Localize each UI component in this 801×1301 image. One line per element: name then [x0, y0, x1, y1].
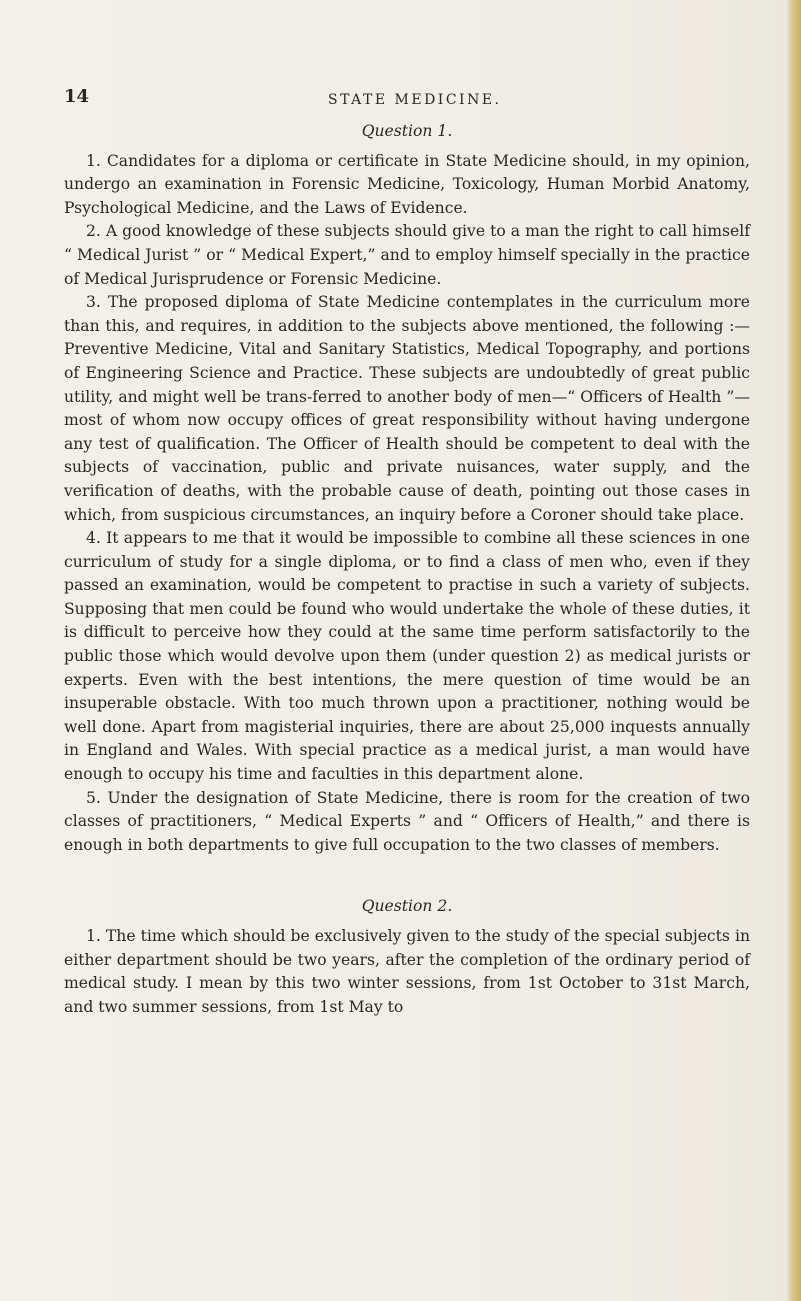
paragraph: 4. It appears to me that it would be impossible to combine all these sciences in one curriculum of study for a single diploma, or to find a class of men who, even if they passed an examination, would be competent to practise in such a variety of subjects. Supposing that men could be found who would undertake the whole of these duties, it is difficult to perceive how they could at the same time perform satisfactorily to the public those which would devolve upon them (under question 2) as medical jurists or experts. Even with the best intentions, the mere question of time would be an insuperable obstacle. With too much thrown upon a practitioner, nothing would be well done. Apart from magisterial inquiries, there are about 25,000 inquests annually in England and Wales. With special practice as a medical jurist, a man would have enough to occupy his time and faculties in this department alone. [64, 529, 750, 784]
section-gap [64, 857, 750, 895]
page-edge [787, 0, 801, 1301]
page-number: 14 [64, 86, 90, 107]
paragraph: 3. The proposed diploma of State Medicine contemplates in the curriculum more than this, and requires, in addition to the subjects above mentioned, the following :—Preventive Medicine, Vital and Sanitary Statistics, Medical Topography, and portions of Engineering Science and Practice. These subjects are undoubtedly of great public utility, and might well be trans-ferred to another body of men—“ Officers of Health ”—most of whom now occupy offices of great responsibility without having undergone any test of qualification. The Officer of Health should be competent to deal with the subjects of vaccination, public and private nuisances, water supply, and the verification of deaths, with the probable cause of death, pointing out those cases in which, from suspicious circumstances, an inquiry before a Coroner should take place. [64, 293, 750, 524]
paragraph: 1. Candidates for a diploma or certificate in State Medicine should, in my opinion, undergo an examination in Forensic Medicine, Toxicology, Human Morbid Anatomy, Psychological Medicine, and the Laws of Evidence. [64, 151, 750, 217]
paragraph: 1. The time which should be exclusively given to the study of the special subjects in either department should be two years, after the completion of the ordinary period of medical study. I mean by this two winter sessions, from 1st October to 31st March, and two summer sessions, from 1st May to [64, 927, 750, 1016]
section-heading: Question 2. [361, 897, 453, 916]
running-title: STATE MEDICINE. [328, 92, 502, 108]
paragraph: 2. A good knowledge of these subjects should give to a man the right to call himself “ Medical Jurist ” or “ Medical Expert,” and to employ himself specially in the practice of Medical Jurisprudence or Forensic Medicine. [64, 222, 750, 288]
section-heading: Question 1. [361, 122, 453, 140]
body-text [64, 120, 750, 1019]
paragraph: 5. Under the designation of State Medicine, there is room for the creation of two classes of practitioners, “ Medical Experts ” and “ Officers of Health,” and there is enough in both departments to give full occupation to the two classes of members. [64, 788, 750, 854]
